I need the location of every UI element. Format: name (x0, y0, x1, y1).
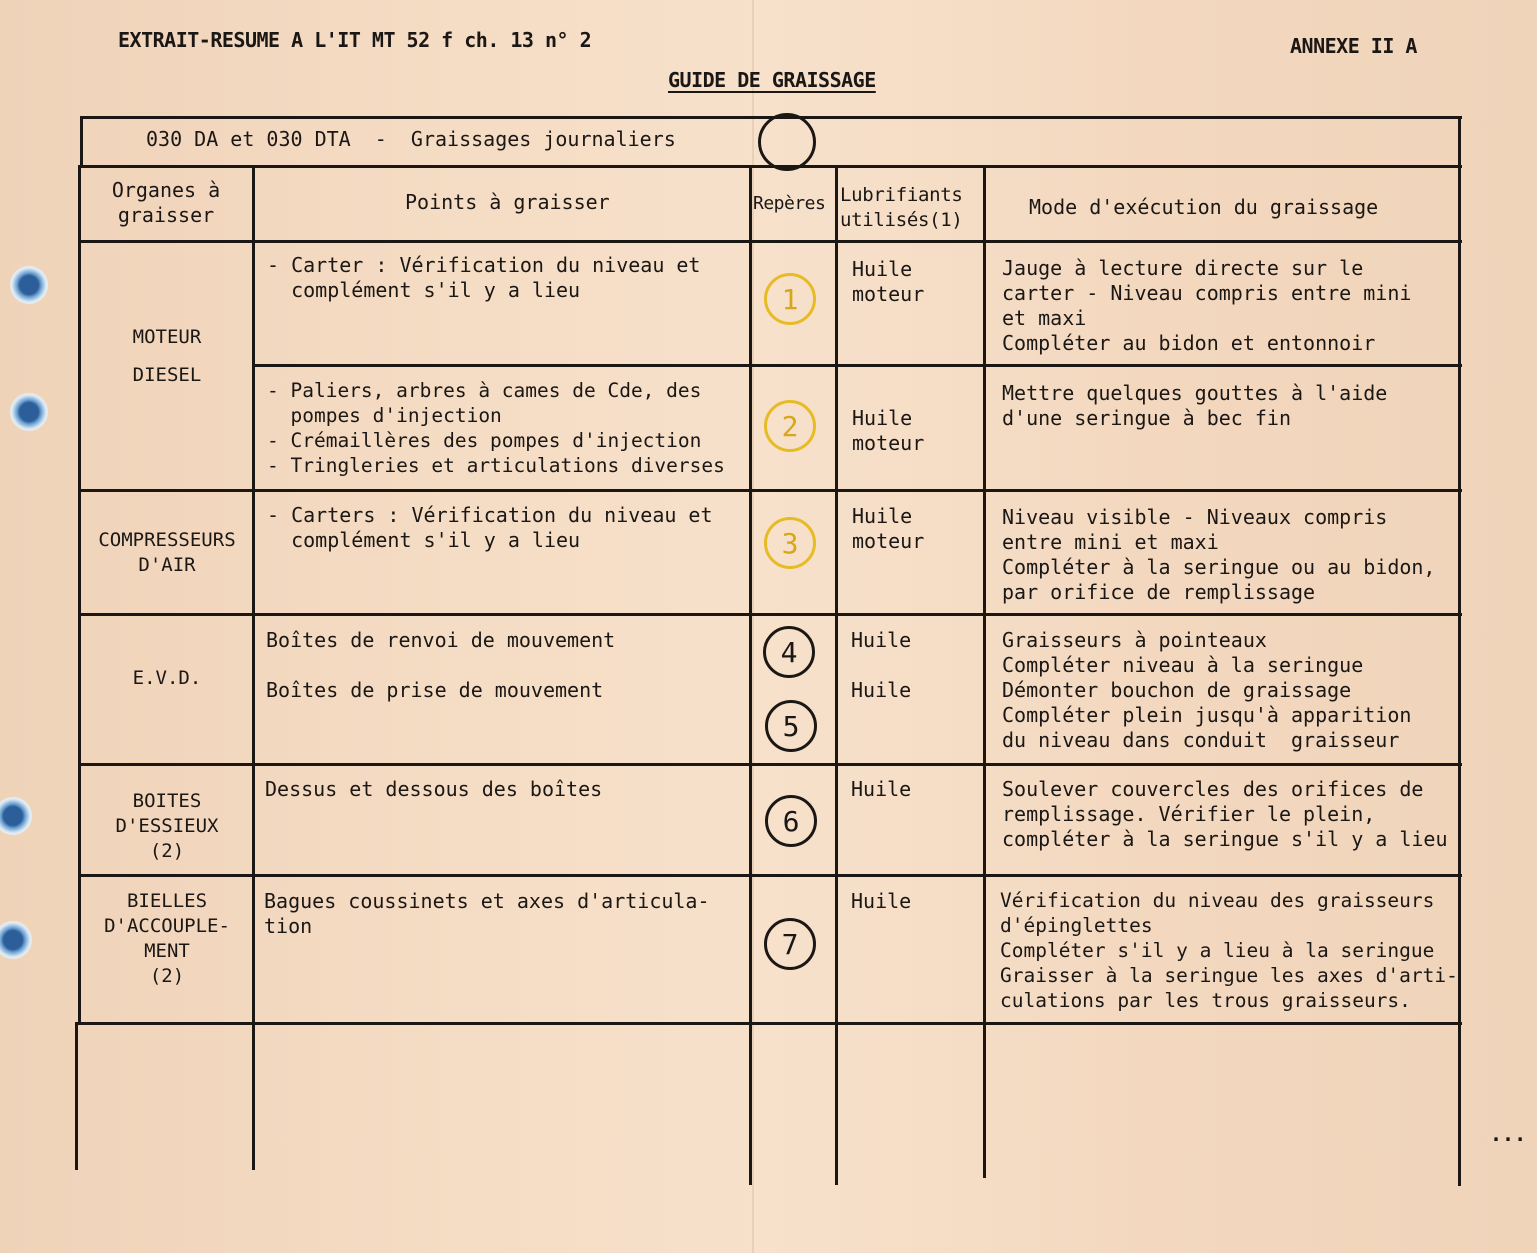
punch-hole (0, 921, 32, 959)
column-header-points: Points à graisser (405, 190, 610, 214)
lubrifiant-cell: Huile (851, 628, 912, 652)
punch-hole (10, 266, 48, 304)
continuation-mark: ... (1490, 1122, 1527, 1146)
column-header-mode: Mode d'exécution du graissage (1029, 195, 1379, 219)
organe-evd: E.V.D. (132, 667, 202, 689)
repere-marker: 1 (764, 273, 816, 325)
lubrifiant-cell: Huile (851, 777, 912, 801)
organe-moteur-diesel: MOTEUR DIESEL (132, 326, 202, 386)
punch-hole (10, 393, 48, 431)
mode-cell: Niveau visible - Niveaux compris entre mini et maxi Compléter à la seringue ou au bidon, par orifice de remplissage (1002, 505, 1436, 604)
repere-marker: 4 (763, 626, 815, 678)
points-cell: - Carters : Vérification du niveau et complément s'il y a lieu (267, 503, 713, 552)
blank-circle-marker (758, 113, 816, 171)
mode-cell: Jauge à lecture directe sur le carter - Niveau compris entre mini et maxi Compléter au bidon et entonnoir (1002, 256, 1412, 355)
column-header-organes: Organes à graisser (111, 178, 221, 227)
points-cell: Boîtes de prise de mouvement (266, 678, 604, 702)
repere-marker: 7 (764, 918, 816, 970)
organe-bielles: BIELLES D'ACCOUPLE- MENT (2) (104, 890, 230, 987)
mode-cell: Soulever couvercles des orifices de remplissage. Vérifier le plein, compléter à la seringue s'il y a lieu (1002, 777, 1448, 851)
lubrifiant-cell: Huile moteur (852, 406, 925, 455)
document-reference: EXTRAIT-RESUME A L'IT MT 52 f ch. 13 n° 2 (118, 28, 592, 52)
points-cell: Boîtes de renvoi de mouvement (266, 628, 616, 652)
points-cell: - Carter : Vérification du niveau et complément s'il y a lieu (267, 253, 701, 302)
page-title: GUIDE DE GRAISSAGE (668, 68, 876, 92)
punch-hole (0, 797, 32, 835)
lubrifiant-cell: Huile (851, 678, 912, 702)
points-cell: Bagues coussinets et axes d'articula- tion (264, 889, 710, 938)
annex-label: ANNEXE II A (1290, 34, 1417, 58)
points-cell: - Paliers, arbres à cames de Cde, des pompes d'injection - Crémaillères des pompes d'injection - Tringleries et articulations diverses (267, 379, 725, 477)
mode-cell: Vérification du niveau des graisseurs d'épinglettes Compléter s'il y a lieu à la seringue Graisser à la seringue les axes d'arti- culations par les trous graisseurs. (1000, 889, 1458, 1012)
lubrifiant-cell: Huile (851, 889, 912, 913)
lubrifiant-cell: Huile moteur (852, 257, 925, 306)
organe-compresseurs: COMPRESSEURS D'AIR (98, 529, 236, 576)
repere-marker: 6 (765, 795, 817, 847)
repere-marker: 2 (764, 400, 816, 452)
page-fold (752, 0, 754, 1253)
repere-marker: 5 (765, 700, 817, 752)
points-cell: Dessus et dessous des boîtes (265, 777, 603, 801)
column-header-reperes: Repères (753, 193, 826, 214)
organe-boites-essieux: BOITES D'ESSIEUX (2) (115, 790, 219, 862)
mode-cell: Graisseurs à pointeaux Compléter niveau à la seringue Démonter bouchon de graissage Compléter plein jusqu'à apparition du niveau dans conduit graisseur (1002, 628, 1412, 752)
repere-marker: 3 (764, 517, 816, 569)
column-header-lubrifiants: Lubrifiants utilisés(1) (840, 184, 963, 231)
mode-cell: Mettre quelques gouttes à l'aide d'une seringue à bec fin (1002, 381, 1388, 430)
table-caption: 030 DA et 030 DTA - Graissages journaliers (146, 127, 676, 151)
lubrifiant-cell: Huile moteur (852, 504, 925, 553)
